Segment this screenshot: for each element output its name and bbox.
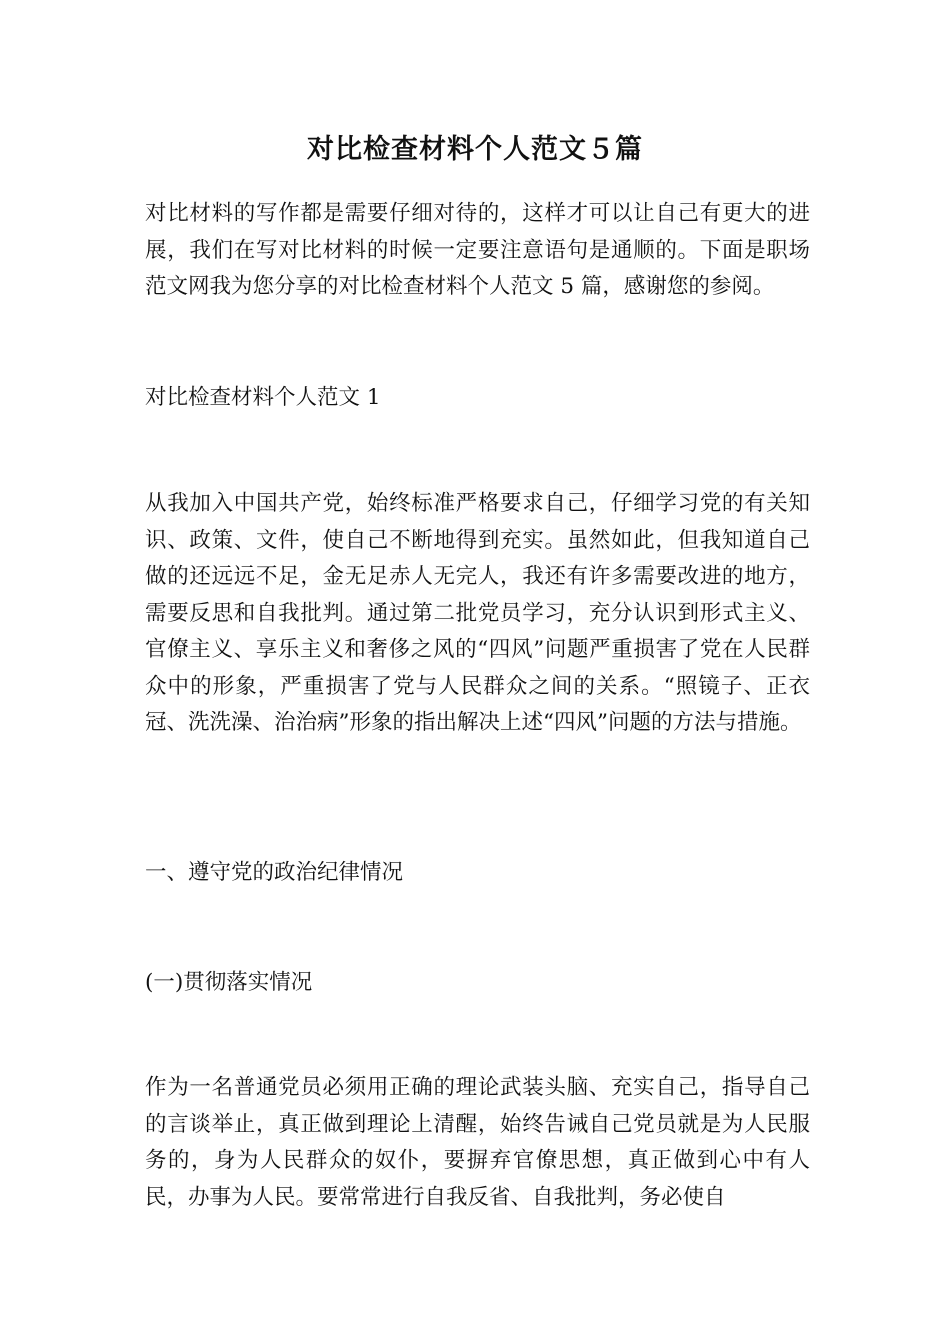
subsection-heading: (一)贯彻落实情况 (145, 970, 313, 995)
body-paragraph: 作为一名普通党员必须用正确的理论武装头脑、充实自己，指导自己的言谈举止，真正做到理论上清醒，始终告诫自己党员就是为人民服务的，身为人民群众的奴仆，要摒弃官僚思想，真正做到心中有人民，办事为人民。要常常进行自我反省、自我批判，务必使自 (145, 1075, 810, 1210)
intro-paragraph: 对比材料的写作都是需要仔细对待的，这样才可以让自己有更大的进展，我们在写对比材料的时候一定要注意语句是通顺的。下面是职场范文网我为您分享的对比检查材料个人范文 5 篇，感谢您的参阅。 (145, 201, 810, 299)
part-heading: 一、遵守党的政治纪律情况 (145, 860, 404, 885)
document-title: 对比检查材料个人范文５篇 (307, 134, 643, 165)
body-paragraph: 从我加入中国共产党，始终标准严格要求自己，仔细学习党的有关知识、政策、文件，使自己不断地得到充实。虽然如此，但我知道自己做的还远远不足，金无足赤人无完人，我还有许多需要改进的地方，需要反思和自我批判。通过第二批党员学习，充分认识到形式主义、官僚主义、享乐主义和奢侈之风的“四风”问题严重损害了党在人民群众中的形象，严重损害了党与人民群众之间的关系。“照镜子、正衣冠、洗洗澡、治治病”形象的指出解决上述“四风”问题的方法与措施。 (145, 491, 810, 735)
section-heading: 对比检查材料个人范文 1 (145, 385, 381, 410)
